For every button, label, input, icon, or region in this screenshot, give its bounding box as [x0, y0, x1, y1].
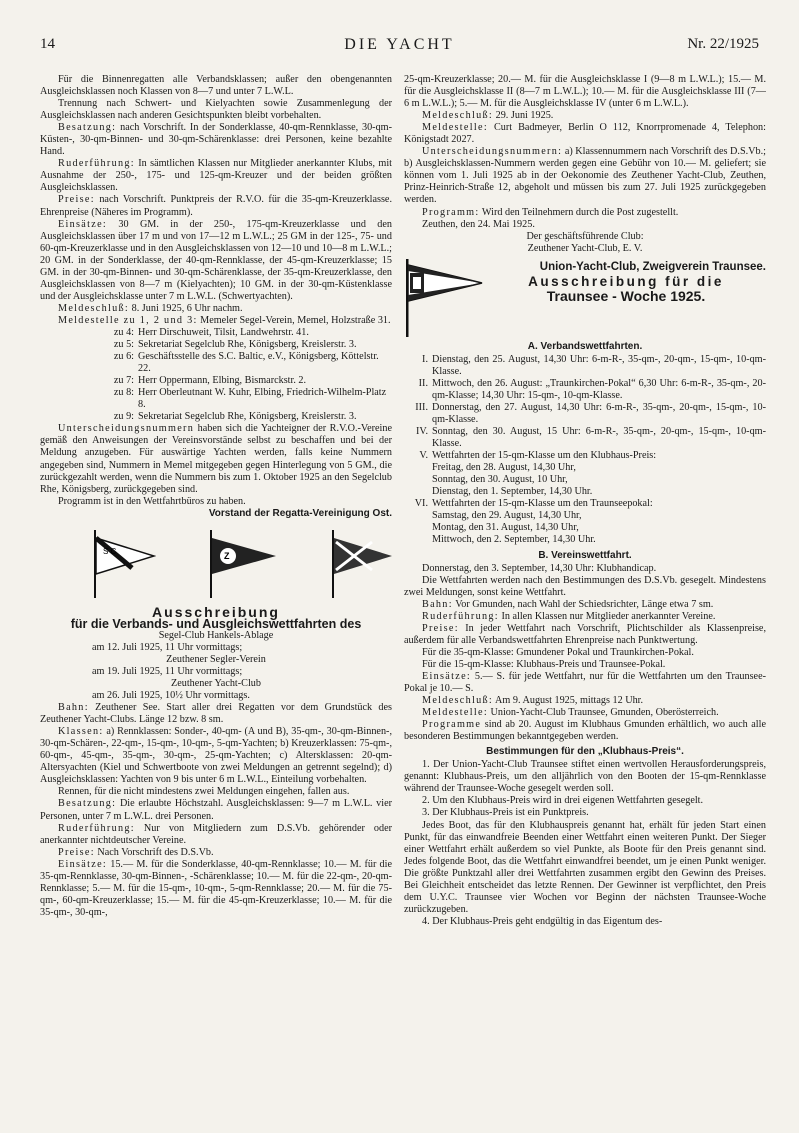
- paragraph: [40, 423, 392, 495]
- flag-letters: Z: [224, 550, 230, 561]
- rule-paragraph: [40, 859, 392, 919]
- event-date: Sonntag, den 30. August, 10 Uhr,: [432, 474, 568, 486]
- rule-label: Meldestelle:: [422, 707, 488, 719]
- rule-label: Einsätze:: [422, 670, 472, 682]
- meldestelle-text: Geschäftsstelle des S.C. Baltic, e.V., Königsberg, Köttelstr. 22.: [138, 351, 379, 375]
- rule-paragraph: [404, 671, 766, 695]
- event-date: Dienstag, den 1. September, 14,30 Uhr.: [432, 486, 593, 498]
- flag-letters: S C: [103, 546, 117, 556]
- section-heading: Bestimmungen für den „Klubhaus-Preis“.: [486, 746, 684, 758]
- event-number: II.: [418, 377, 428, 389]
- rule-paragraph: [40, 847, 392, 859]
- pennant-flag-icon: [208, 528, 278, 604]
- left-column: [40, 74, 392, 919]
- rule-text: sind ab 20. August im Klubhaus Gmunden erhältlich, wo auch alle besonderen Bestimmungen bekanntgegeben werden.: [404, 719, 766, 743]
- rule-paragraph: [404, 623, 766, 647]
- rule-paragraph: [40, 702, 392, 726]
- event-number: III.: [415, 401, 428, 413]
- paragraph: Jedes Boot, das für den Klubhauspreis genannt hat, erhält für jeden Start einen Punkt, für das einwandfreie Beenden einer Wettfahrt einen weiteren Punkt. Der Sieger einer Wettfahrt erhält außerdem so viel Punkte, als Boote für den Preis genannt sind. Jedes folgende Boot, das die Wettfahrt einwandfrei beendet, um je einen Punkt weniger. Die größte Punktzahl aller drei Wettfahrten zusammen ergibt den Gewinn des Preises. Bei Gleichheit entscheidet das letzte Rennen. Der Gewinner ist verpflichtet, den Preis dem U.Y.C. Traunsee vier Wochen vor Beginn der nächsten Traunsee-Woche zurückzugeben.: [404, 819, 766, 915]
- meldestelle-label: Meldestelle zu 1, 2 und 3:: [58, 314, 198, 326]
- rule-paragraph: [40, 194, 392, 218]
- meldestelle-row: [40, 351, 392, 375]
- paragraph: 3. Der Klubhaus-Preis ist ein Punktpreis.: [422, 807, 589, 819]
- rule-label: Preise:: [58, 194, 95, 206]
- meldestelle-row: [40, 315, 392, 327]
- rule-label: Bahn:: [422, 598, 453, 610]
- event-item: [404, 450, 766, 462]
- rule-paragraph: [404, 146, 766, 206]
- paragraph: Trennung nach Schwert- und Kielyachten sowie Zusammenlegung der Ausgleichsklassen nach anderen Gesichtspunkten bleibt vorbehalten.: [40, 98, 392, 122]
- meldestelle-row: [40, 339, 392, 351]
- event-text: Donnerstag, den 27. August, 14,30 Uhr: 6-m-R-, 35-qm-, 20-qm-, 15-qm-, 10-qm-Klasse.: [432, 401, 766, 425]
- rule-label: Unterscheidungsnummern:: [422, 146, 563, 158]
- pennant-flag-icon: [92, 528, 156, 604]
- union-header: [404, 259, 766, 337]
- rule-label: Meldeschluß:: [422, 110, 494, 122]
- rule-label: Meldeschluß:: [422, 695, 494, 707]
- event-item: [404, 498, 766, 510]
- union-club-title: Union-Yacht-Club, Zweigverein Traunsee.: [539, 260, 766, 273]
- meldestelle-text: Herr Oberleutnant W. Kuhr, Elbing, Friedrich-Wilhelm-Platz 8.: [138, 387, 387, 411]
- paragraph: Für die 35-qm-Klasse: Gmundener Pokal und Traunkirchen-Pokal.: [422, 646, 694, 658]
- paragraph: Für die Binnenregatten alle Verbandsklassen; außer den obengenannten Ausgleichsklassen noch Klassen von 8—7 und unter 7 L.W.L.: [40, 74, 392, 98]
- event-item: [404, 402, 766, 426]
- club-date: am 19. Juli 1925, 11 Uhr vormittags;: [92, 665, 243, 677]
- rule-label: Bahn:: [58, 702, 89, 714]
- club-date: am 12. Juli 1925, 11 Uhr vormittags;: [92, 641, 243, 653]
- rule-text: 30 GM. in der 250-, 175-qm-Kreuzerklasse und den Ausgleichsklassen über 17 m und von 17—12 m L.W.L.; 25 GM in der 125-, 75- und 60-qm-Kreuzerklasse und in den Ausgleichsklassen von 12—10 und 10—8 m L.W.L.; 20 GM. in der Sonderklasse, der 40-qm-Rennklasse, der 45-qm-Kreuzerklasse; 15 GM. in der 30-qm-Binnen- und 30-qm-Schärenklasse, der 35-qm-Kreuzerklasse, den Ausgleichsklassen von 8—7 m (Kielyachten); 10 GM. in der 30-qm-Küstenklasse und der Ausgleichsklasse unter 7 m L.W.L. (Schwertyachten).: [40, 218, 392, 302]
- rule-text: In allen Klassen nur Mitglieder anerkannter Vereine.: [498, 610, 716, 622]
- meldestelle-text: Herr Oppermann, Elbing, Bismarckstr. 2.: [138, 375, 307, 387]
- paragraph: 2. Um den Klubhaus-Preis wird in drei eigenen Wettfahrten gesegelt.: [422, 795, 704, 807]
- paragraph: Die Wettfahrten werden nach den Bestimmungen des D.S.Vb. gesegelt. Mindestens zwei Meldungen, sonst keine Wettfahrt.: [404, 574, 766, 598]
- union-titles: [486, 259, 766, 337]
- paragraph: Donnerstag, den 3. September, 14,30 Uhr: Klubhandicap.: [422, 562, 657, 574]
- rule-text: Die erlaubte Höchstzahl. Ausgleichsklassen: 9—7 m L.W.L. vier Personen, unter 7 m L.W.L. drei Personen.: [40, 798, 392, 822]
- rule-paragraph: [40, 303, 392, 315]
- rule-label: Besatzung:: [58, 798, 117, 810]
- closing-club: Der geschäftsführende Club:: [526, 230, 644, 242]
- rule-text: haben sich die Yachteigner der R.V.O.-Vereine gemäß den Anweisungen der Vereinsvorstände selbst zu beschaffen und bei der Meldung anzugeben. Für auswärtige Yachten werden, falls keine Nummern angegeben sind, Nummern in Memel mitgegeben gegen Hinterlegung von 5 GM., die zurückgezahlt werden, wenn die Nummern bis zum 1. Oktober 1925 an den Segelclub Rhe, Königsberg, zurückgegeben sind.: [40, 423, 392, 495]
- paragraph: 4. Der Klubhaus-Preis geht endgültig in das Eigentum des-: [422, 915, 663, 927]
- section-heading: B. Vereinswettfahrt.: [538, 549, 632, 561]
- event-date: Samstag, den 29. August, 14,30 Uhr,: [432, 510, 582, 522]
- rule-paragraph: [40, 158, 392, 194]
- signature: Vorstand der Regatta-Vereinigung Ost.: [208, 507, 392, 519]
- meldestelle-row: [40, 387, 392, 411]
- club-name: Segel-Club Hankels-Ablage: [158, 629, 274, 641]
- meldestelle-row: [40, 411, 392, 423]
- rule-text: 5.— S. für jede Wettfahrt, nur für die Wettfahrten um den Traunsee-Pokal je 10.— S.: [404, 670, 766, 695]
- rule-paragraph: [404, 611, 766, 623]
- rule-paragraph: [404, 719, 766, 743]
- paragraph: Für die 15-qm-Klasse: Klubhaus-Preis und Traunsee-Pokal.: [422, 658, 666, 670]
- rule-text: Union-Yacht-Club Traunsee, Gmunden, Oberösterreich.: [487, 707, 719, 719]
- rule-text: Nur von Mitgliedern zum D.S.Vb. gehörender oder anerkannter nichtdeutscher Vereine.: [40, 822, 392, 846]
- club-name: Zeuthener Yacht-Club: [171, 678, 261, 690]
- meldestelle-text: Sekretariat Segelclub Rhe, Königsberg, Kreislerstr. 3.: [138, 411, 357, 423]
- event-text: Dienstag, den 25. August, 14,30 Uhr: 6-m-R-, 35-qm-, 20-qm-, 15-qm-, 10-qm-Klasse.: [432, 353, 766, 377]
- rule-text: 29. Juni 1925.: [493, 110, 554, 122]
- date-line: Zeuthen, den 24. Mai 1925.: [422, 218, 535, 230]
- pennant-flag-icon: [330, 528, 394, 604]
- event-number: IV.: [416, 426, 428, 438]
- meldestelle-label: zu 4:: [113, 326, 134, 338]
- paragraph: Programm ist in den Wettfahrtbüros zu haben.: [58, 495, 246, 507]
- event-number: I.: [422, 353, 428, 365]
- right-column: [404, 74, 766, 928]
- rule-label: Programm:: [422, 206, 480, 218]
- rule-paragraph: [404, 207, 766, 219]
- club-name: Zeuthener Segler-Verein: [166, 653, 266, 665]
- rule-label: Ruderführung:: [58, 158, 135, 170]
- event-date: Montag, den 31. August, 14,30 Uhr,: [432, 522, 579, 534]
- rule-text: Wird den Teilnehmern durch die Post zugestellt.: [479, 206, 679, 218]
- rule-label: Ruderführung:: [422, 610, 499, 622]
- announcement-subtitle: für die Verbands- und Ausgleichswettfahrten des: [70, 616, 362, 631]
- club-date: am 26. Juli 1925, 10½ Uhr vormittags.: [92, 690, 250, 702]
- event-item: [404, 378, 766, 402]
- rule-paragraph: [404, 122, 766, 146]
- rule-text: Rennen, für die nicht mindestens zwei Meldungen eingehen, fallen aus.: [58, 786, 350, 798]
- rule-label: Unterscheidungsnummern: [58, 423, 195, 435]
- meldestelle-label: zu 9:: [113, 411, 134, 423]
- rule-label: Ruderführung:: [58, 822, 135, 834]
- meldestelle-label: zu 7:: [113, 375, 134, 387]
- paragraph: 25-qm-Kreuzerklasse; 20.— M. für die Ausgleichsklasse I (9—8 m L.W.L.); 15.— M. für die Ausgleichsklasse II (8—7 m L.W.L.); 10.— M. für die Ausgleichsklasse III (7—6 m L.W.L.); 5.— M. für die Ausgleichsklasse IV (unter 6 m L.W.L.).: [404, 74, 766, 110]
- event-number: VI.: [414, 498, 428, 510]
- meldestelle-row: [40, 327, 392, 339]
- event-date: Mittwoch, den 2. September, 14,30 Uhr.: [432, 534, 596, 546]
- rule-paragraph: [40, 219, 392, 303]
- announcement-title: Ausschreibung: [152, 603, 280, 620]
- closing-name: Zeuthener Yacht-Club, E. V.: [527, 242, 643, 254]
- event-item: [404, 354, 766, 378]
- meldestelle-label: zu 5:: [113, 339, 134, 351]
- rule-text: Zeuthener See. Start aller drei Regatten vor dem Grundstück des Zeuthener Yacht-Clubs. Länge 12 bzw. 8 sm.: [40, 702, 392, 726]
- rule-label: Meldestelle:: [422, 122, 488, 134]
- event-date: Freitag, den 28. August, 14,30 Uhr,: [432, 462, 576, 474]
- rule-text: Am 9. August 1925, mittags 12 Uhr.: [493, 695, 644, 707]
- rule-label: Besatzung:: [58, 122, 117, 134]
- rule-label: Programme: [422, 719, 482, 731]
- rule-paragraph: [404, 599, 766, 611]
- rule-label: Einsätze:: [58, 218, 108, 230]
- union-pennant-icon: [404, 259, 486, 337]
- rule-text: Vor Gmunden, nach Wahl der Schiedsrichter, Länge etwa 7 sm.: [452, 598, 714, 610]
- rule-text: 8. Juni 1925, 6 Uhr nachm.: [129, 302, 243, 314]
- event-text: Mittwoch, den 26. August: „Traunkirchen-Pokal“ 6,30 Uhr: 6-m-R-, 35-qm-, 20-qm-Klasse; 14,30 Uhr: 15-qm-, 10-qm-Klasse.: [432, 377, 766, 401]
- rule-paragraph: [40, 798, 392, 822]
- magazine-title: DIE YACHT: [344, 36, 455, 53]
- event-item: [404, 426, 766, 450]
- event-text: Sonntag, den 30. August, 15 Uhr: 6-m-R-, 35-qm-, 20-qm-, 15-qm-, 10-qm-Klasse.: [432, 426, 766, 450]
- event-number: V.: [419, 450, 428, 462]
- rule-text: nach Vorschrift. In der Sonderklasse, 40-qm-Rennklasse, 30-qm-Küsten-, 30-qm-Binnen- und 30-qm-Schärenklasse: drei Personen, keine bezahlte Hand.: [40, 122, 392, 158]
- rule-label: Preise:: [58, 846, 95, 858]
- meldestelle-label: zu 8:: [113, 387, 134, 399]
- rule-paragraph: [40, 786, 392, 798]
- rule-paragraph: [40, 122, 392, 158]
- rule-paragraph: [404, 110, 766, 122]
- rule-text: Nach Vorschrift des D.S.Vb.: [94, 846, 214, 858]
- club-flags: [40, 524, 392, 604]
- issue-number: Nr. 22/1925: [687, 36, 759, 52]
- union-week-title: Traunsee - Woche 1925.: [546, 287, 706, 304]
- rule-label: Klassen:: [58, 726, 104, 738]
- rule-paragraph: [404, 707, 766, 719]
- rule-text: a) Klassennummern nach Vorschrift des D.S.Vb.; b) Ausgleichsklassen-Nummern werden gegen eine Gebühr von 10.— M. geliefert; sie können vom 1. Juli 1925 ab in der Oekonomie des Zeuthener Yacht-Club, Zeuthen, Prinz-Heinrich-Straße 12, abgeholt und müssen bis zum 27. Juli 1925 zurückgegeben werden.: [404, 146, 766, 206]
- rule-paragraph: [40, 726, 392, 786]
- rule-text: In jeder Wettfahrt nach Vorschrift, Plichtschilder als Klassenpreise, außerdem für alle Verbandswettfahrten Ehrenpreise nach Punktwertung.: [404, 622, 766, 646]
- event-text: Wettfahrten der 15-qm-Klasse um den Traunseepokal:: [432, 498, 653, 510]
- union-announcement: Ausschreibung für die: [528, 273, 724, 289]
- rule-text: nach Vorschrift. Punktpreis der R.V.O. für die 35-qm-Kreuzerklasse. Ehrenpreise (Näheres im Programm).: [40, 194, 392, 218]
- rule-text: Curt Badmeyer, Berlin O 112, Knorrpromenade 4, Telephon: Königstadt 2027.: [404, 122, 766, 146]
- page-header: [40, 36, 759, 60]
- rule-text: 15.— M. für die Sonderklasse, 40-qm-Rennklasse; 10.— M. für die 35-qm-Rennklasse, 30-qm-Binnen-, -Schärenklasse; 10.— M. für die 22-qm-, 20-qm-Rennklasse; 5.— M. für die 15-qm-, 10-qm-, 5-qm-Rennklasse; 20.— M. für die 75-qm-, 60-qm-Kreuzerklasse; 15.— M. für die 45-qm-Kreuzerklasse; 10.— M. für die 35-qm-, 30-qm-,: [40, 858, 392, 918]
- rule-paragraph: [404, 695, 766, 707]
- paragraph: 1. Der Union-Yacht-Club Traunsee stiftet einen wertvollen Herausforderungspreis, genannt: Klubhaus-Preis, um den alljährlich von den Booten der 15-qm-Rennklasse während der Traunsee-Woche gesegelt werden soll.: [404, 759, 766, 795]
- rule-text: In sämtlichen Klassen nur Mitglieder anerkannter Klubs, mit Ausnahme der 250-, 175- und 125-qm-Kreuzer und der beiden größten Ausgleichsklassen.: [40, 158, 392, 194]
- meldestelle-label: zu 6:: [113, 351, 134, 363]
- meldestelle-row: [40, 375, 392, 387]
- meldestelle-text: Memeler Segel-Verein, Memel, Holzstraße 31.: [200, 314, 391, 326]
- rule-label: Meldeschluß:: [58, 302, 130, 314]
- rule-text: a) Rennklassen: Sonder-, 40-qm- (A und B), 35-qm-, 30-qm-Binnen-, 30-qm-Schären-, 22-qm-, 15-qm-, 10-qm-, 5-qm-Yachten; b) Kreuzerklassen: 75-qm-, 60-qm-, 45-qm-, 35-qm-, 30-qm-, 25-qm-Yachten; c) Altersklassen: 20-qm-Altersyachten (Kiel und Schwertboote von zwei Meldungen an getrennt segelnd); d) Ausgleichsklassen: Yachten von 9 bis unter 6 m L.W.L., Einteilung vorbehalten.: [40, 726, 392, 786]
- meldestelle-text: Sekretariat Segelclub Rhe, Königsberg, Kreislerstr. 3.: [138, 339, 357, 351]
- rule-label: Preise:: [422, 622, 459, 634]
- rule-paragraph: [40, 823, 392, 847]
- page-number: 14: [40, 36, 55, 52]
- rule-label: Einsätze:: [58, 858, 108, 870]
- section-heading: A. Verbandswettfahrten.: [527, 340, 643, 352]
- event-text: Wettfahrten der 15-qm-Klasse um den Klubhaus-Preis:: [432, 450, 657, 462]
- meldestelle-text: Herr Dirschuweit, Tilsit, Landwehrstr. 41.: [138, 326, 309, 338]
